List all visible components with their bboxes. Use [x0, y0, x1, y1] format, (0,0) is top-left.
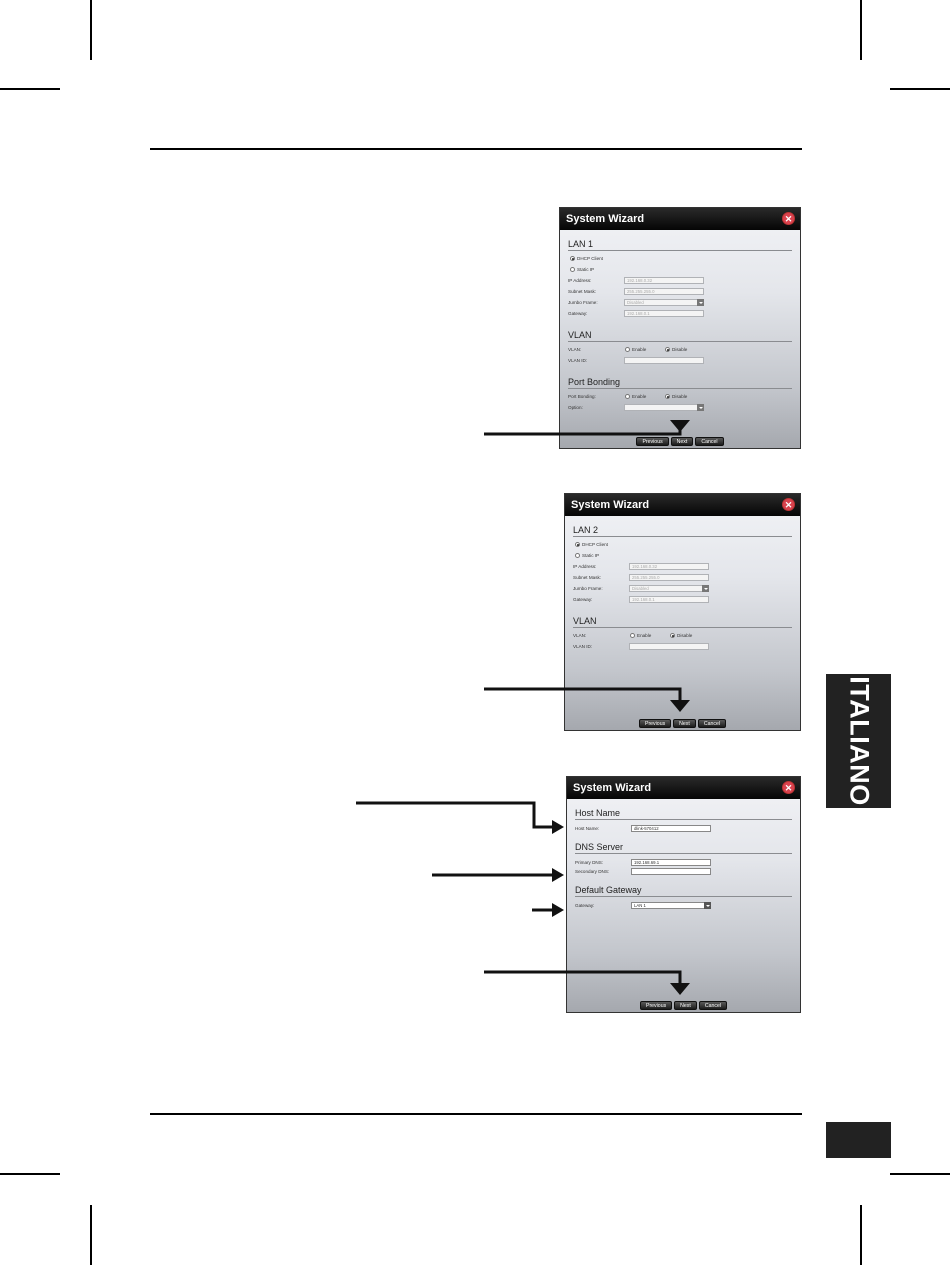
crop-mark: [890, 1173, 950, 1175]
primary-dns-label: Primary DNS:: [575, 860, 604, 865]
crop-mark: [890, 88, 950, 90]
vlan-id-row: [573, 642, 792, 653]
section-heading-lan1: LAN 1: [568, 239, 792, 251]
vlan-id-label: VLAN ID:: [573, 644, 593, 649]
chevron-down-icon: [704, 902, 711, 909]
wizard-title: System Wizard: [573, 782, 652, 794]
subnet-mask-input[interactable]: 255.255.255.0: [629, 574, 709, 581]
disable-label: Disable: [672, 394, 688, 399]
ip-address-label: IP Address:: [573, 564, 597, 569]
radio-icon: [630, 633, 635, 638]
header-rule: [150, 148, 802, 150]
jumbo-frame-label: Jumbo Frame:: [568, 300, 598, 305]
vlan-row: [573, 631, 792, 642]
wizard-button-bar: [560, 430, 800, 445]
jumbo-frame-value: Disabled: [627, 300, 644, 305]
static-row: [568, 265, 792, 276]
ip-address-input[interactable]: 192.168.0.32: [629, 563, 709, 570]
section-heading-vlan: VLAN: [573, 616, 792, 628]
section-heading-vlan: VLAN: [568, 330, 792, 342]
dhcp-client-radio[interactable]: [570, 256, 603, 261]
static-ip-label: Static IP: [582, 553, 600, 558]
radio-icon: [570, 267, 575, 272]
footer-rule: [150, 1113, 802, 1115]
static-ip-radio[interactable]: [575, 553, 599, 558]
gateway-input[interactable]: 192.168.0.1: [629, 596, 709, 603]
language-tab-label: ITALIANO: [844, 676, 874, 806]
vlan-id-input[interactable]: [629, 643, 709, 650]
vlan-label: VLAN:: [573, 633, 587, 638]
jumbo-row: [568, 298, 792, 309]
radio-selected-icon: [570, 256, 575, 261]
previous-button[interactable]: Previous: [639, 719, 671, 728]
chevron-down-icon: [702, 585, 709, 592]
host-name-label: Host Name:: [575, 826, 600, 831]
crop-mark: [860, 0, 862, 60]
section-heading-port-bonding: Port Bonding: [568, 377, 792, 389]
dhcp-client-label: DHCP Client: [577, 256, 603, 261]
ip-row: [573, 562, 792, 573]
gateway-row: [568, 309, 792, 320]
static-ip-radio[interactable]: [570, 267, 594, 272]
gateway-label: Gateway:: [573, 597, 593, 602]
vlan-row: [568, 345, 792, 356]
wizard-title: System Wizard: [571, 499, 650, 511]
previous-button[interactable]: Previous: [640, 1001, 672, 1010]
next-button[interactable]: Next: [673, 719, 696, 728]
chevron-down-icon: [697, 299, 704, 306]
bonding-enable-radio[interactable]: [625, 394, 646, 399]
wizard-button-bar: [565, 712, 800, 727]
page-number-box: [826, 1122, 891, 1158]
radio-selected-icon: [665, 347, 670, 352]
wizard-button-bar: [567, 994, 800, 1009]
jumbo-frame-select[interactable]: [624, 299, 704, 306]
jumbo-row: [573, 584, 792, 595]
subnet-mask-input[interactable]: 255.255.255.0: [624, 288, 704, 295]
enable-label: Enable: [637, 633, 652, 638]
port-bonding-label: Port Bonding:: [568, 394, 596, 399]
secondary-dns-input[interactable]: [631, 868, 711, 875]
crop-mark: [860, 1205, 862, 1265]
host-row: [575, 824, 792, 835]
vlan-id-input[interactable]: [624, 357, 704, 364]
close-icon[interactable]: ✕: [782, 498, 795, 511]
subnet-mask-label: Subnet Mask:: [568, 289, 597, 294]
gateway-select[interactable]: [631, 902, 711, 909]
enable-label: Enable: [632, 347, 647, 352]
ip-address-input[interactable]: 192.168.0.32: [624, 277, 704, 284]
primary-dns-input[interactable]: 192.168.69.1: [631, 859, 711, 866]
crop-mark: [90, 1205, 92, 1265]
cancel-button[interactable]: Cancel: [698, 719, 726, 728]
crop-mark: [90, 0, 92, 60]
language-tab: [826, 674, 891, 808]
jumbo-frame-select[interactable]: [629, 585, 709, 592]
section-heading-default-gateway: Default Gateway: [575, 885, 792, 897]
radio-selected-icon: [575, 542, 580, 547]
host-name-input[interactable]: dlink-570412: [631, 825, 711, 832]
cancel-button[interactable]: Cancel: [699, 1001, 727, 1010]
bonding-disable-radio[interactable]: [665, 394, 687, 399]
wizard-title-bar: [560, 208, 800, 230]
wizard-lan2: [564, 493, 801, 731]
arrowhead-icon: [552, 903, 564, 917]
close-icon[interactable]: ✕: [782, 212, 795, 225]
disable-label: Disable: [677, 633, 693, 638]
gateway-label: Gateway:: [568, 311, 588, 316]
dhcp-row: [568, 254, 792, 265]
enable-label: Enable: [632, 394, 647, 399]
previous-button[interactable]: Previous: [636, 437, 668, 446]
jumbo-frame-value: Disabled: [632, 586, 649, 591]
section-heading-host-name: Host Name: [575, 808, 792, 820]
gateway-row: [575, 901, 792, 912]
static-row: [573, 551, 792, 562]
radio-icon: [625, 347, 630, 352]
crop-mark: [0, 1173, 60, 1175]
section-heading-lan2: LAN 2: [573, 525, 792, 537]
primary-dns-row: [575, 858, 792, 867]
jumbo-frame-label: Jumbo Frame:: [573, 586, 603, 591]
close-icon[interactable]: ✕: [782, 781, 795, 794]
subnet-mask-label: Subnet Mask:: [573, 575, 602, 580]
option-row: [568, 403, 792, 414]
radio-icon: [625, 394, 630, 399]
gateway-value: LAN 1: [634, 903, 646, 908]
dhcp-row: [573, 540, 792, 551]
crop-mark: [0, 88, 60, 90]
wizard-title-bar: [567, 777, 800, 799]
radio-icon: [575, 553, 580, 558]
vlan-disable-radio[interactable]: [665, 347, 687, 352]
vlan-label: VLAN:: [568, 347, 582, 352]
disable-label: Disable: [672, 347, 688, 352]
wizard-title: System Wizard: [566, 213, 645, 225]
vlan-disable-radio[interactable]: [670, 633, 692, 638]
gateway-label: Gateway:: [575, 903, 595, 908]
wizard-title-bar: [565, 494, 800, 516]
subnet-row: [573, 573, 792, 584]
next-button[interactable]: Next: [674, 1001, 697, 1010]
vlan-enable-radio[interactable]: [630, 633, 651, 638]
dhcp-client-label: DHCP Client: [582, 542, 608, 547]
wizard-host: [566, 776, 801, 1013]
chevron-down-icon: [697, 404, 704, 411]
subnet-row: [568, 287, 792, 298]
dhcp-client-radio[interactable]: [575, 542, 608, 547]
vlan-id-row: [568, 356, 792, 367]
static-ip-label: Static IP: [577, 267, 595, 272]
secondary-dns-label: Secondary DNS:: [575, 869, 610, 874]
arrowhead-icon: [552, 820, 564, 834]
radio-selected-icon: [670, 633, 675, 638]
gateway-row: [573, 595, 792, 606]
cancel-button[interactable]: Cancel: [695, 437, 723, 446]
wizard-lan1: [559, 207, 801, 449]
bonding-row: [568, 392, 792, 403]
section-heading-dns-server: DNS Server: [575, 842, 792, 854]
arrowhead-icon: [552, 868, 564, 882]
ip-row: [568, 276, 792, 287]
option-label: Option:: [568, 405, 583, 410]
vlan-enable-radio[interactable]: [625, 347, 646, 352]
ip-address-label: IP Address:: [568, 278, 592, 283]
arrow-host-name: [356, 803, 552, 827]
secondary-dns-row: [575, 867, 792, 878]
radio-selected-icon: [665, 394, 670, 399]
option-select[interactable]: [624, 404, 704, 411]
next-button[interactable]: Next: [671, 437, 694, 446]
gateway-input[interactable]: 192.168.0.1: [624, 310, 704, 317]
vlan-id-label: VLAN ID:: [568, 358, 588, 363]
